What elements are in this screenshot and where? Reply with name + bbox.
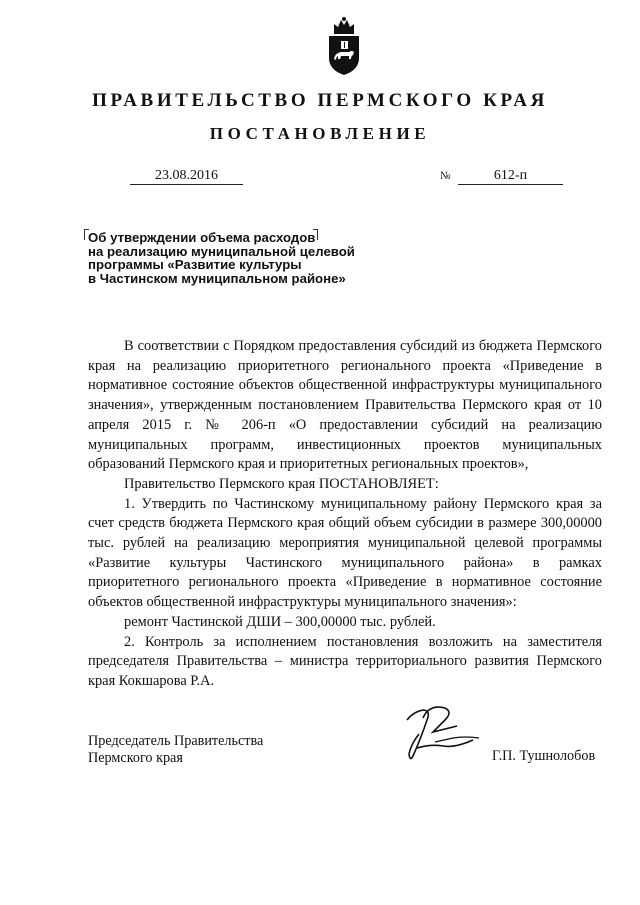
body-paragraph: Правительство Пермского края ПОСТАНОВЛЯЕТ:	[124, 475, 439, 492]
signatory-name: Г.П. Тушнолобов	[492, 748, 596, 764]
coat-of-arms-icon	[325, 14, 363, 76]
document-body	[88, 337, 602, 692]
number-sign: №	[440, 170, 451, 182]
body-paragraph: ремонт Частинской ДШИ – 300,00000 тыс. рублей.	[124, 613, 436, 630]
document-subject: Об утверждении объема расходов на реализацию муниципальной целевой программы «Развитие культуры в Частинском муниципальном районе»	[88, 230, 355, 286]
document-date: 23.08.2016	[130, 168, 243, 185]
body-paragraph: В соответствии с Порядком предоставления субсидий из бюджета Пермского края на реализацию приоритетного регионального проекта «Приведение в нормативное состояние объектов общественной инфраструктуры муниципального значения», утвержденным постановлением Правительства Пермского края от 10 апреля 2015 г. № 206-п «О предоставлении субсидий на реализацию муниципальных программ, инвестиционных проектов муниципальных образований Пермского края и приоритетных региональных проектов»,	[88, 338, 602, 473]
document-number: 612-п	[458, 168, 563, 185]
body-paragraph: 2. Контроль за исполнением постановления возложить на заместителя председателя Правительства – министра территориального развития Пермского края Кокшарова Р.А.	[88, 633, 602, 689]
body-paragraph: 1. Утвердить по Частинскому муниципальному району Пермского края за счет средств бюджета Пермского края общий объем субсидии в размере 300,00000 тыс. рублей на реализацию мероприятия муниципальной целевой программы «Развитие культуры Частинского муниципального района» в рамках приоритетного регионального проекта «Приведение в нормативное состояние объектов общественной инфраструктуры муниципального значения»:	[88, 495, 602, 611]
document-type: ПОСТАНОВЛЕНИЕ	[209, 124, 431, 143]
signatory-position: Председатель Правительства Пермского края	[88, 733, 264, 766]
handwritten-signature	[393, 698, 493, 768]
organization-title: ПРАВИТЕЛЬСТВО ПЕРМСКОГО КРАЯ	[92, 90, 548, 111]
